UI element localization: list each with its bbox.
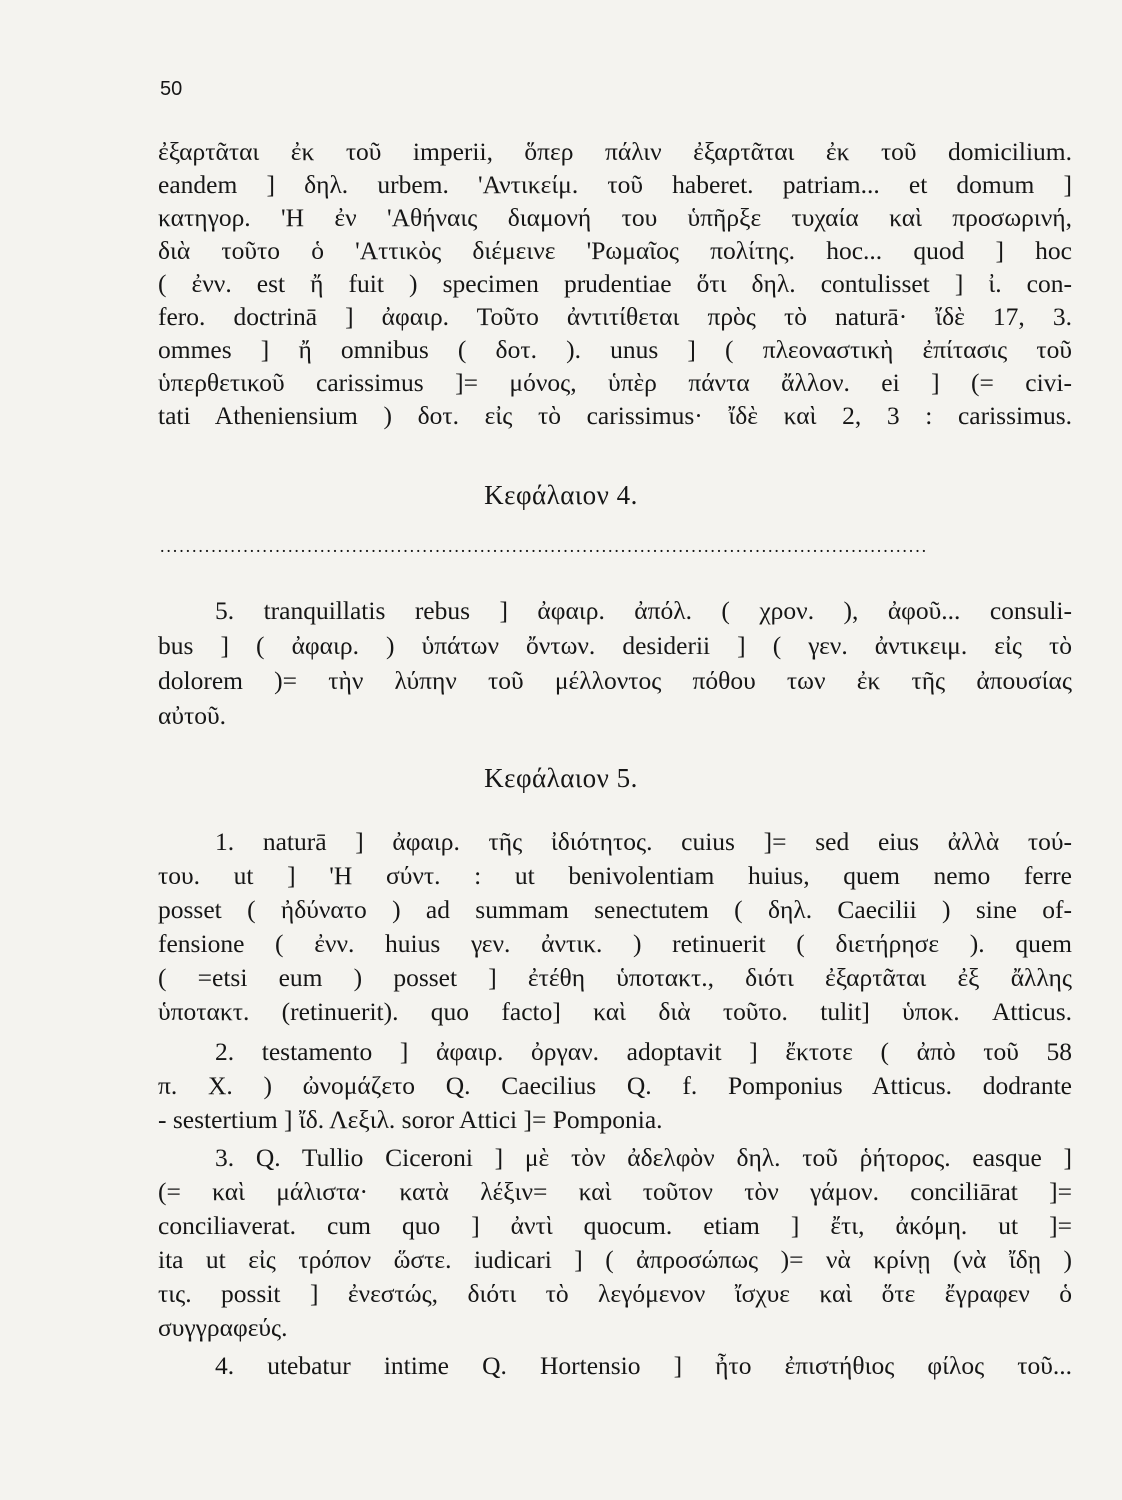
chapter-5-heading: Κεφάλαιον 5. [484, 763, 638, 793]
text-line: eandem ] δηλ. urbem. 'Αντικείμ. τοῦ haberet. patriam... et domum ] [158, 170, 1072, 199]
text-line: (= καὶ μάλιστα· κατὰ λέξιν= καὶ τοῦτον τὸν γάμον. conciliārat ]= [158, 1177, 1072, 1206]
text-line: 2. testamento ] ἀφαιρ. ὀργαν. adoptavit ] ἔκτοτε ( ἀπὸ τοῦ 58 [215, 1037, 1072, 1066]
text-line: 5. tranquillatis rebus ] ἀφαιρ. ἀπόλ. ( χρον. ), ἀφοῦ... consuli- [215, 596, 1072, 625]
ellipsis-separator: ........................................................................................................................ [160, 536, 928, 556]
text-line: ἐξαρτᾶται ἐκ τοῦ imperii, ὅπερ πάλιν ἐξαρτᾶται ἐκ τοῦ domicilium. [158, 137, 1072, 166]
text-line: dolorem )= τὴν λύπην τοῦ μέλλοντος πόθου των ἐκ τῆς ἀπουσίας [158, 666, 1072, 695]
text-line: - sestertium ] ἴδ. Λεξιλ. soror Attici ]= Pomponia. [158, 1105, 663, 1134]
text-line: fensione ( ἐνν. huius γεν. ἀντικ. ) retinuerit ( διετήρησε ). quem [158, 929, 1072, 958]
text-line: π. Χ. ) ὠνομάζετο Q. Caecilius Q. f. Pomponius Atticus. dodrante [158, 1071, 1072, 1100]
text-line: αὐτοῦ. [158, 701, 226, 730]
text-line: ommes ] ἤ omnibus ( δοτ. ). unus ] ( πλεοναστικὴ ἐπίτασις τοῦ [158, 335, 1072, 364]
chapter-4-heading: Κεφάλαιον 4. [484, 480, 638, 510]
text-line: τις. possit ] ἐνεστώς, διότι τὸ λεγόμενον ἴσχυε καὶ ὅτε ἔγραφεν ὁ [158, 1279, 1072, 1308]
text-line: ὑποτακτ. (retinuerit). quo facto] καὶ διὰ τοῦτο. tulit] ὑποκ. Atticus. [158, 997, 1072, 1026]
text-line: ὑπερθετικοῦ carissimus ]= μόνος, ὑπὲρ πάντα ἄλλον. ei ] (= civi- [158, 368, 1072, 397]
text-line: 3. Q. Tullio Ciceroni ] μὲ τὸν ἀδελφὸν δηλ. τοῦ ῥήτορος. easque ] [215, 1143, 1072, 1172]
text-line: διὰ τοῦτο ὁ 'Αττικὸς διέμεινε 'Ρωμαῖος πολίτης. hoc... quod ] hoc [158, 236, 1072, 265]
text-line: ita ut εἰς τρόπον ὥστε. iudicari ] ( ἀπροσώπως )= νὰ κρίνῃ (νὰ ἴδῃ ) [158, 1245, 1072, 1274]
text-line: συγγραφεύς. [158, 1313, 288, 1342]
text-line: posset ( ἠδύνατο ) ad summam senectutem ( δηλ. Caecilii ) sine of- [158, 895, 1072, 924]
text-line: conciliaverat. cum quo ] ἀντὶ quocum. etiam ] ἔτι, ἀκόμη. ut ]= [158, 1211, 1072, 1240]
text-line: bus ] ( ἀφαιρ. ) ὑπάτων ὄντων. desiderii ] ( γεν. ἀντικειμ. εἰς τὸ [158, 631, 1072, 660]
text-line: fero. doctrinā ] ἀφαιρ. Τοῦτο ἀντιτίθεται πρὸς τὸ naturā· ἴδὲ 17, 3. [158, 302, 1072, 331]
text-line: tati Atheniensium ) δοτ. εἰς τὸ carissimus· ἴδὲ καὶ 2, 3 : carissimus. [158, 401, 1072, 430]
text-line: του. ut ] 'Η σύντ. : ut benivolentiam huius, quem nemo ferre [158, 861, 1072, 890]
text-line: ( =etsi eum ) posset ] ἐτέθη ὑποτακτ., διότι ἐξαρτᾶται ἐξ ἄλλης [158, 963, 1072, 992]
text-line: 1. naturā ] ἀφαιρ. τῆς ἰδιότητος. cuius ]= sed eius ἀλλὰ τού- [215, 827, 1072, 856]
text-line: κατηγορ. 'Η ἐν 'Αθήναις διαμονή του ὑπῆρξε τυχαία καὶ προσωρινή, [158, 203, 1072, 232]
text-line: ( ἐνν. est ἤ fuit ) specimen prudentiae ὅτι δηλ. contulisset ] ἰ. con- [158, 269, 1072, 298]
page-number: 50 [160, 78, 183, 100]
text-line: 4. utebatur intime Q. Hortensio ] ἦτο ἐπιστήθιος φίλος τοῦ... [215, 1351, 1072, 1380]
